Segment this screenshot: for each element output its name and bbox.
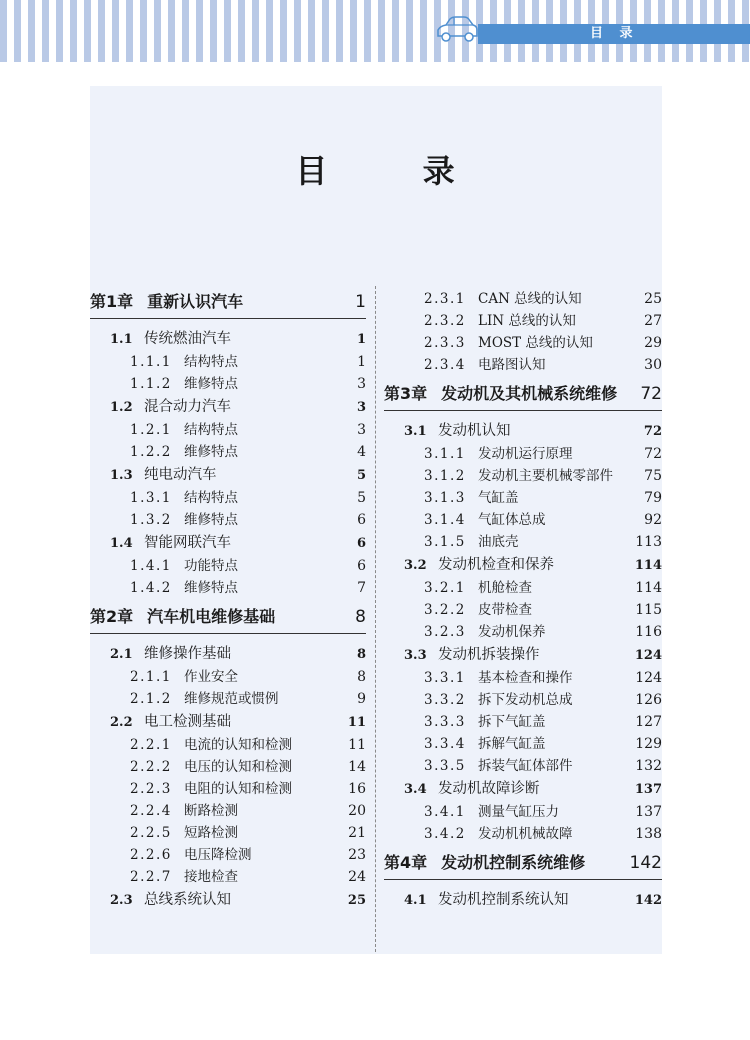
toc-entry-page: 25 <box>644 291 662 307</box>
toc-entry-num: 3.2.3 <box>424 624 466 640</box>
toc-entry-page: 27 <box>644 313 662 329</box>
toc-entry-title: 功能特点 <box>184 558 238 574</box>
toc-entry-page: 124 <box>634 648 662 663</box>
chapter-rule <box>90 633 366 634</box>
toc-sub-row <box>90 373 366 395</box>
toc-entry-title: 气缸体总成 <box>478 512 546 528</box>
toc-entry-page: 1 <box>357 354 366 370</box>
toc-entry-title: 气缸盖 <box>478 490 519 506</box>
toc-section-row <box>90 463 366 487</box>
toc-entry-page: 79 <box>644 490 662 506</box>
toc-sub-row <box>384 667 662 689</box>
toc-entry-title: 发动机拆装操作 <box>438 647 540 663</box>
column-divider <box>375 286 376 952</box>
toc-entry-title: 发动机检查和保养 <box>438 557 554 573</box>
toc-entry-page: 114 <box>634 558 662 573</box>
toc-entry-page: 6 <box>357 558 366 574</box>
toc-entry-num: 3.2.1 <box>424 580 466 596</box>
toc-entry-title: 电工检测基础 <box>144 714 231 730</box>
toc-entry-num: 3.1.4 <box>424 512 466 528</box>
toc-entry-page: 115 <box>635 602 662 618</box>
toc-sub-row <box>384 443 662 465</box>
toc-entry-page: 25 <box>347 893 366 908</box>
toc-entry-title: 维修特点 <box>184 512 238 528</box>
toc-entry-page: 127 <box>635 714 662 730</box>
toc-entry-num: 1.2 <box>110 400 133 415</box>
toc-entry-title: 拆装气缸体部件 <box>478 758 573 774</box>
toc-entry-title: 发动机控制系统维修 <box>441 853 586 872</box>
toc-chapter-row <box>90 603 366 631</box>
toc-sub-row <box>384 487 662 509</box>
toc-entry-title: 电压降检测 <box>184 847 252 863</box>
toc-entry-page: 126 <box>635 692 662 708</box>
toc-entry-title: 发动机机械故障 <box>478 826 573 842</box>
toc-entry-title: 电阻的认知和检测 <box>184 781 292 797</box>
toc-entry-page: 75 <box>644 468 662 484</box>
toc-entry-num: 2.2.4 <box>130 803 172 819</box>
toc-entry-page: 8 <box>356 647 366 662</box>
toc-sub-row <box>90 800 366 822</box>
toc-entry-page: 8 <box>357 669 366 685</box>
toc-section-row <box>90 642 366 666</box>
toc-sub-row <box>384 310 662 332</box>
toc-entry-num: 2.1.1 <box>130 669 172 685</box>
toc-entry-title: 机舱检查 <box>478 580 532 596</box>
toc-section-row <box>384 419 662 443</box>
toc-entry-page: 114 <box>635 580 662 596</box>
toc-entry-num: 3.3 <box>404 648 427 663</box>
toc-entry-title: 结构特点 <box>184 422 238 438</box>
toc-section-row <box>384 553 662 577</box>
toc-entry-title: 拆下发动机总成 <box>478 692 573 708</box>
toc-entry-page: 4 <box>357 444 366 460</box>
toc-entry-page: 7 <box>357 580 366 596</box>
toc-entry-num: 2.1 <box>110 647 133 662</box>
toc-entry-page: 8 <box>355 607 366 627</box>
toc-chapter-row <box>384 380 662 408</box>
toc-entry-title: 发动机主要机械零部件 <box>478 468 613 484</box>
toc-entry-title: 电压的认知和检测 <box>184 759 292 775</box>
toc-entry-page: 142 <box>634 893 662 908</box>
toc-entry-title: 维修特点 <box>184 444 238 460</box>
toc-entry-page: 1 <box>355 292 366 312</box>
toc-entry-page: 6 <box>357 512 366 528</box>
toc-entry-title: 发动机故障诊断 <box>438 781 540 797</box>
toc-entry-page: 1 <box>356 332 366 347</box>
toc-entry-page: 24 <box>348 869 366 885</box>
toc-entry-page: 9 <box>357 691 366 707</box>
toc-entry-num: 2.1.2 <box>130 691 172 707</box>
toc-entry-title: 发动机运行原理 <box>478 446 573 462</box>
toc-sub-row <box>90 866 366 888</box>
toc-entry-title: 维修规范或惯例 <box>184 691 279 707</box>
toc-entry-num: 1.4.2 <box>130 580 172 596</box>
toc-section-row <box>90 710 366 734</box>
toc-entry-num: 1.3.1 <box>130 490 172 506</box>
toc-entry-title: 基本检查和操作 <box>478 670 573 686</box>
toc-entry-page: 30 <box>644 357 662 373</box>
toc-sub-row <box>384 621 662 643</box>
toc-entry-num: 3.2 <box>404 558 427 573</box>
toc-section-row <box>384 643 662 667</box>
toc-entry-page: 14 <box>348 759 366 775</box>
toc-entry-num: 第2章 <box>90 607 134 626</box>
toc-entry-num: 2.2.2 <box>130 759 172 775</box>
toc-entry-num: 1.2.1 <box>130 422 172 438</box>
toc-entry-page: 129 <box>635 736 662 752</box>
toc-entry-num: 3.3.3 <box>424 714 466 730</box>
toc-sub-row <box>384 354 662 376</box>
toc-entry-title: 结构特点 <box>184 490 238 506</box>
toc-section-row <box>384 777 662 801</box>
chapter-rule <box>384 410 662 411</box>
toc-section-row <box>90 395 366 419</box>
car-icon <box>432 14 480 44</box>
toc-sub-row <box>90 487 366 509</box>
toc-entry-page: 138 <box>635 826 662 842</box>
toc-entry-page: 113 <box>635 534 662 550</box>
toc-entry-page: 116 <box>635 624 662 640</box>
toc-entry-num: 3.1 <box>404 424 427 439</box>
toc-entry-num: 2.3.4 <box>424 357 466 373</box>
toc-sub-row <box>384 577 662 599</box>
toc-entry-num: 第4章 <box>384 853 428 872</box>
toc-entry-title: 维修特点 <box>184 376 238 392</box>
toc-sub-row <box>384 465 662 487</box>
toc-sub-row <box>90 419 366 441</box>
toc-entry-page: 11 <box>347 715 366 730</box>
toc-chapter-row <box>384 849 662 877</box>
toc-entry-title: 皮带检查 <box>478 602 532 618</box>
toc-sub-row <box>384 531 662 553</box>
toc-section-row <box>90 327 366 351</box>
toc-entry-num: 3.3.5 <box>424 758 466 774</box>
toc-entry-page: 20 <box>348 803 366 819</box>
toc-entry-title: 发动机控制系统认知 <box>438 892 569 908</box>
toc-sub-row <box>90 844 366 866</box>
toc-entry-num: 3.3.4 <box>424 736 466 752</box>
toc-entry-num: 2.2.6 <box>130 847 172 863</box>
toc-entry-title: 总线系统认知 <box>144 892 231 908</box>
toc-entry-num: 1.3.2 <box>130 512 172 528</box>
toc-sub-row <box>90 778 366 800</box>
toc-entry-title: 油底壳 <box>478 534 519 550</box>
toc-sub-row <box>384 755 662 777</box>
toc-entry-num: 1.1 <box>110 332 133 347</box>
toc-entry-num: 2.3.2 <box>424 313 466 329</box>
toc-entry-num: 2.3.3 <box>424 335 466 351</box>
toc-entry-title: 发动机认知 <box>438 423 511 439</box>
toc-entry-title: 测量气缸压力 <box>478 804 559 820</box>
toc-entry-page: 3 <box>357 376 366 392</box>
toc-entry-page: 5 <box>357 490 366 506</box>
toc-entry-title: 电流的认知和检测 <box>184 737 292 753</box>
chapter-rule <box>384 879 662 880</box>
toc-section-row <box>90 531 366 555</box>
toc-entry-num: 3.1.5 <box>424 534 466 550</box>
toc-entry-num: 1.3 <box>110 468 133 483</box>
toc-entry-page: 137 <box>635 804 662 820</box>
toc-entry-title: MOST 总线的认知 <box>478 335 593 351</box>
toc-entry-page: 11 <box>348 737 366 753</box>
toc-sub-row <box>90 577 366 599</box>
toc-entry-page: 6 <box>356 536 366 551</box>
toc-sub-row <box>384 288 662 310</box>
toc-entry-num: 第1章 <box>90 292 134 311</box>
toc-entry-num: 3.1.3 <box>424 490 466 506</box>
toc-entry-page: 5 <box>356 468 366 483</box>
toc-entry-num: 1.4.1 <box>130 558 172 574</box>
toc-entry-page: 142 <box>629 853 662 873</box>
header-label: 目 录 <box>590 26 639 41</box>
toc-entry-title: 结构特点 <box>184 354 238 370</box>
toc-entry-num: 4.1 <box>404 893 427 908</box>
toc-entry-page: 21 <box>348 825 366 841</box>
toc-sub-row <box>384 801 662 823</box>
toc-entry-title: LIN 总线的认知 <box>478 313 576 329</box>
toc-sub-row <box>90 756 366 778</box>
toc-entry-num: 3.4.2 <box>424 826 466 842</box>
toc-entry-title: 智能网联汽车 <box>144 535 231 551</box>
chapter-rule <box>90 318 366 319</box>
toc-entry-title: 维修操作基础 <box>144 646 231 662</box>
toc-sub-row <box>384 733 662 755</box>
toc-entry-page: 16 <box>348 781 366 797</box>
toc-entry-title: 短路检测 <box>184 825 238 841</box>
toc-entry-num: 第3章 <box>384 384 428 403</box>
toc-entry-title: 拆解气缸盖 <box>478 736 546 752</box>
toc-entry-page: 132 <box>635 758 662 774</box>
toc-entry-num: 2.2.5 <box>130 825 172 841</box>
toc-entry-num: 1.4 <box>110 536 133 551</box>
toc-entry-title: 接地检查 <box>184 869 238 885</box>
toc-entry-page: 3 <box>356 400 366 415</box>
toc-entry-num: 3.3.1 <box>424 670 466 686</box>
toc-entry-num: 2.2.3 <box>130 781 172 797</box>
toc-sub-row <box>384 711 662 733</box>
toc-entry-title: 拆下气缸盖 <box>478 714 546 730</box>
toc-sub-row <box>384 509 662 531</box>
toc-entry-page: 72 <box>640 384 662 404</box>
toc-entry-page: 72 <box>643 424 662 439</box>
toc-entry-title: 电路图认知 <box>478 357 546 373</box>
toc-sub-row <box>90 441 366 463</box>
toc-entry-title: 纯电动汽车 <box>144 467 217 483</box>
toc-entry-title: 重新认识汽车 <box>147 292 244 311</box>
toc-sub-row <box>90 555 366 577</box>
toc-entry-num: 3.2.2 <box>424 602 466 618</box>
toc-entry-title: 汽车机电维修基础 <box>147 607 276 626</box>
toc-entry-title: 维修特点 <box>184 580 238 596</box>
toc-sub-row <box>90 509 366 531</box>
toc-entry-page: 137 <box>634 782 662 797</box>
toc-section-row <box>384 888 662 912</box>
toc-entry-num: 3.3.2 <box>424 692 466 708</box>
toc-entry-title: 传统燃油汽车 <box>144 331 231 347</box>
toc-entry-num: 2.3 <box>110 893 133 908</box>
toc-entry-page: 29 <box>644 335 662 351</box>
toc-entry-title: 混合动力汽车 <box>144 399 231 415</box>
toc-sub-row <box>90 666 366 688</box>
toc-entry-num: 1.1.2 <box>130 376 172 392</box>
toc-sub-row <box>384 689 662 711</box>
toc-sub-row <box>90 688 366 710</box>
toc-entry-num: 2.3.1 <box>424 291 466 307</box>
toc-entry-page: 72 <box>644 446 662 462</box>
toc-entry-num: 3.1.1 <box>424 446 466 462</box>
toc-entry-num: 3.4 <box>404 782 427 797</box>
toc-entry-page: 92 <box>644 512 662 528</box>
toc-sub-row <box>384 823 662 845</box>
toc-sub-row <box>90 351 366 373</box>
toc-entry-page: 3 <box>357 422 366 438</box>
toc-section-row <box>90 888 366 912</box>
toc-entry-num: 2.2.7 <box>130 869 172 885</box>
toc-entry-title: CAN 总线的认知 <box>478 291 582 307</box>
toc-entry-num: 3.1.2 <box>424 468 466 484</box>
toc-sub-row <box>384 332 662 354</box>
toc-entry-num: 1.2.2 <box>130 444 172 460</box>
toc-entry-num: 3.4.1 <box>424 804 466 820</box>
toc-entry-title: 发动机保养 <box>478 624 546 640</box>
toc-sub-row <box>90 822 366 844</box>
page-title: 目 录 <box>295 152 497 190</box>
toc-entry-page: 124 <box>635 670 662 686</box>
toc-entry-num: 2.2.1 <box>130 737 172 753</box>
toc-entry-title: 断路检测 <box>184 803 238 819</box>
toc-sub-row <box>384 599 662 621</box>
toc-chapter-row <box>90 288 366 316</box>
toc-entry-num: 1.1.1 <box>130 354 172 370</box>
toc-entry-page: 23 <box>348 847 366 863</box>
toc-entry-num: 2.2 <box>110 715 133 730</box>
toc-sub-row <box>90 734 366 756</box>
toc-entry-title: 发动机及其机械系统维修 <box>441 384 618 403</box>
toc-entry-title: 作业安全 <box>184 669 238 685</box>
